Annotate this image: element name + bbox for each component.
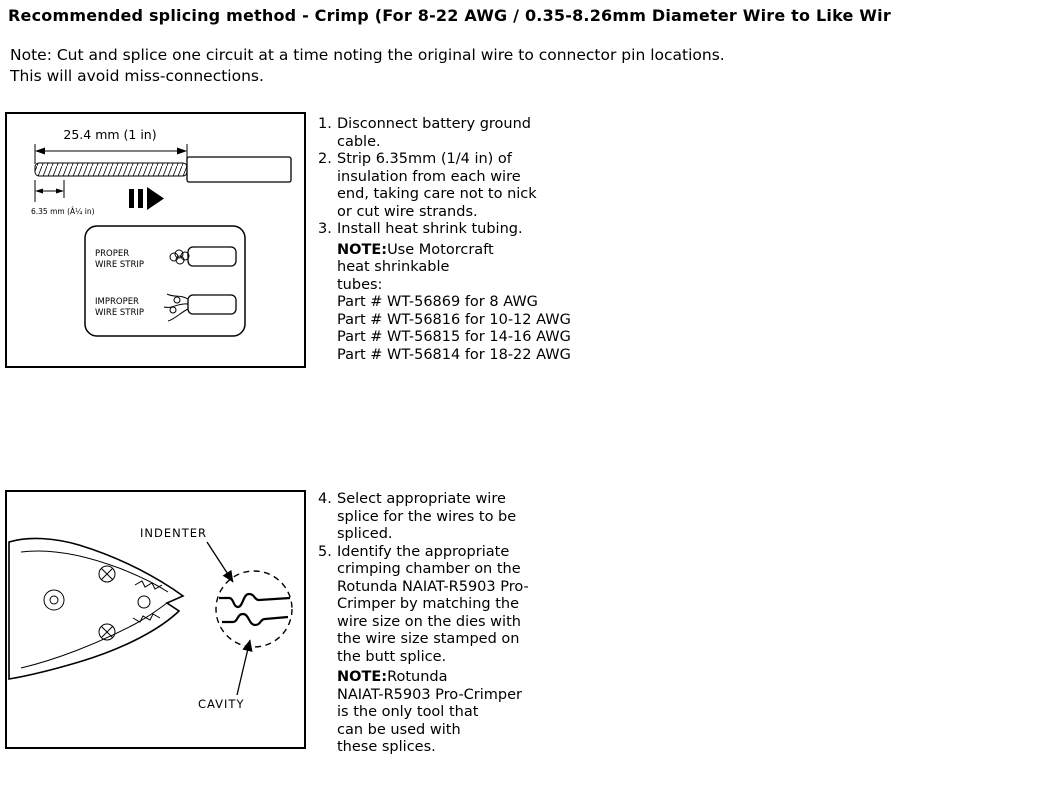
inset-box: [85, 226, 245, 336]
step-text: Install heat shrink tubing.: [337, 221, 523, 237]
note-line: can be used with: [337, 721, 461, 738]
steps-4-5: [318, 491, 648, 757]
step-text: Strip 6.35mm (1/4 in) of insulation from each wire end, taking care not to nick or cut wire strands.: [337, 151, 537, 220]
note-rotunda: [337, 669, 648, 757]
wire-conductor: [35, 163, 187, 176]
wire-drawing: [35, 157, 291, 182]
part-number-line: Part # WT-56816 for 10-12 AWG: [337, 311, 571, 328]
dimension-6mm: [31, 180, 95, 216]
intro-note-line-1: Note: Cut and splice one circuit at a time noting the original wire to connector pin locations.: [10, 46, 725, 64]
intro-note: [10, 45, 1010, 87]
improper-label-line2: WIRE STRIP: [95, 308, 145, 318]
proper-label-line2: WIRE STRIP: [95, 260, 145, 270]
indenter-profile: [219, 594, 290, 607]
dimension-6mm-label: 6.35 mm (Â¼ in): [31, 207, 95, 216]
step-number: 1.: [318, 116, 332, 132]
step-number: 3.: [318, 221, 332, 237]
step-item-4: [318, 491, 648, 544]
part-number-line: Part # WT-56869 for 8 AWG: [337, 294, 538, 310]
step-number: 4.: [318, 491, 332, 507]
detail-dashed-circle: [216, 571, 292, 647]
intro-note-line-2: This will avoid miss-connections.: [10, 67, 264, 85]
note-text: Rotunda: [387, 669, 448, 685]
figure-wire-strip: [5, 112, 306, 368]
step-item-3: [318, 221, 648, 239]
process-arrows-icon: [129, 187, 164, 210]
note-line: [337, 242, 648, 260]
note-line: heat shrinkable: [337, 259, 450, 275]
steps-1-3: [318, 116, 648, 364]
wire-insulation: [187, 157, 291, 182]
step-text: Select appropriate wire splice for the wires to be spliced.: [337, 491, 517, 542]
figure-crimper-tool: [5, 490, 306, 749]
proper-label-line1: PROPER: [95, 249, 130, 259]
note-label: NOTE:: [337, 669, 388, 685]
indenter-label: INDENTER: [140, 526, 207, 540]
step-item-1: [318, 116, 648, 151]
note-text: Use Motorcraft: [387, 241, 494, 258]
cavity-label: CAVITY: [198, 697, 245, 711]
crimp-chamber-detail: [216, 571, 292, 647]
step-text: Disconnect battery ground cable.: [337, 116, 531, 150]
dim-arrow-left: [35, 148, 45, 155]
step-number: 5.: [318, 543, 332, 560]
step-text: Identify the appropriate crimping chamber on the Rotunda NAIAT-R5903 Pro-Crimper by matching the wire size on the dies with the wire size stamped on the butt splice.: [337, 543, 529, 665]
crimper-figure-svg: [7, 492, 304, 747]
part-number-line: Part # WT-56815 for 14-16 AWG: [337, 329, 571, 345]
improper-label-line1: IMPROPER: [95, 297, 139, 307]
note-line: NAIAT-R5903 Pro-Crimper: [337, 686, 523, 703]
strip-quality-inset: [85, 226, 245, 336]
dim-arrow-right: [177, 148, 187, 155]
cavity-arrow: [237, 640, 250, 695]
page-title: Recommended splicing method - Crimp (For 8-22 AWG / 0.35-8.26mm Diameter Wire to Like Wir: [8, 6, 891, 25]
note-line: [337, 669, 648, 687]
note-line: these splices.: [337, 739, 436, 755]
note-line: tubes:: [337, 276, 383, 293]
note-label: NOTE:: [337, 241, 388, 258]
indenter-arrow: [207, 542, 233, 582]
cavity-profile: [222, 614, 288, 625]
dimension-25mm-label: 25.4 mm (1 in): [63, 127, 157, 142]
step-number: 2.: [318, 151, 332, 167]
note-line: is the only tool that: [337, 704, 479, 720]
part-number-line: Part # WT-56814 for 18-22 AWG: [337, 346, 571, 363]
crimper-tool: [9, 538, 183, 679]
wire-strip-figure-svg: [7, 114, 304, 366]
note-motorcraft: [337, 242, 648, 365]
step-item-2: [318, 151, 648, 221]
step-item-5: [318, 544, 648, 667]
